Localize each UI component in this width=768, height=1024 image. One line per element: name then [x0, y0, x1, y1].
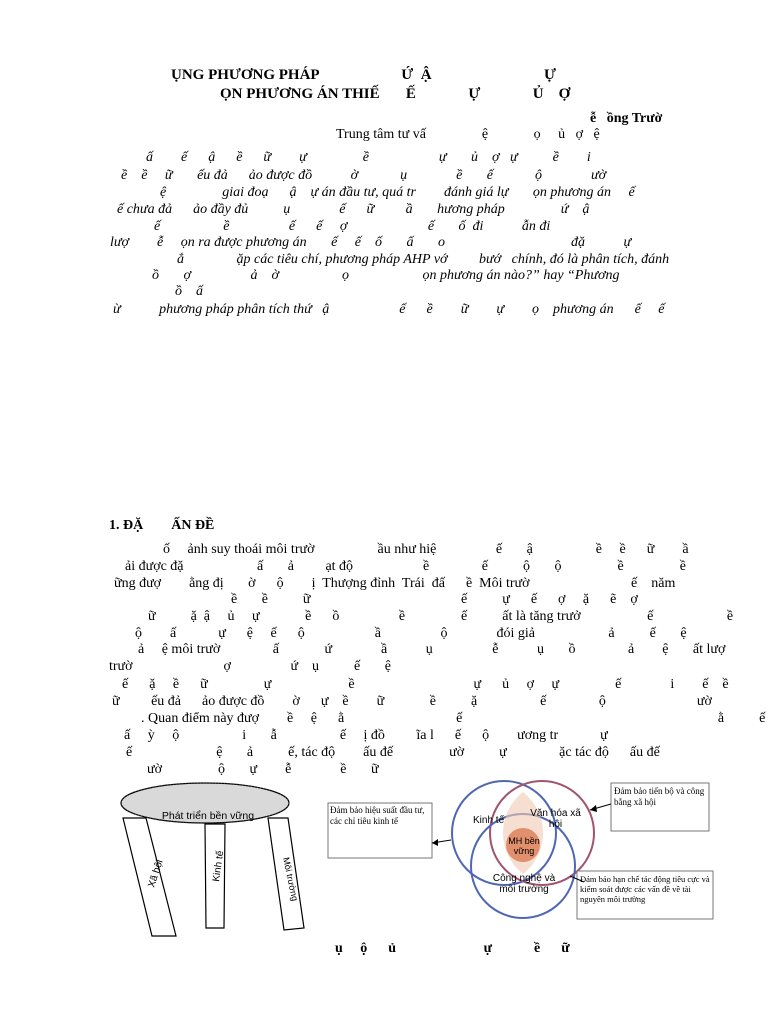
author-name: ễ ồng Trườ [590, 111, 663, 126]
body-line: ữ ặ ậ ủ ự ề ồ ề ế ất là tăng trưở ế ề [148, 609, 734, 624]
box-social-text: Đảm bảo tiến bộ và công bằng xã hội [614, 786, 705, 807]
title-line-2: ỌN PHƯƠNG ÁN THIẾ Ế Ự Ủ Ợ [220, 86, 571, 102]
circle-label-technology: Công nghệ và môi trường [492, 873, 556, 895]
abstract-line: ắ ặp các tiêu chí, phương pháp AHP vớ bướ chính, đó là phân tích, đánh [177, 252, 670, 267]
leg-label-economy: Kinh tế [211, 850, 227, 883]
body-line: . Quan điểm này đượ ề ệ ằ ế ằ ế [141, 711, 766, 726]
body-line: ế ệ ả ế, tác độ ấu đế ườ ự ặc tác độ ấu đế [126, 745, 660, 760]
leg-label-environment: Môi trường [281, 856, 301, 902]
leg-label-social: Xã hội [146, 858, 166, 889]
body-line: ữ ếu đả ảo được đồ ờ ự ề ữ ề ặ ế ộ ườ [112, 694, 712, 709]
title-line-1: ỤNG PHƯƠNG PHÁP Ứ Ậ Ự [171, 67, 556, 83]
section-heading: 1. ĐẶ ẤN ĐỀ [109, 518, 215, 533]
leg-environment [268, 818, 304, 930]
figure-caption: ụ ộ ủ ự ề ữ [335, 941, 570, 956]
body-line: trườ ợ ứ ụ ế ệ [109, 659, 391, 674]
abstract-line: ừ phương pháp phân tích thứ ậ ế ề ữ ự ọ phương án ế ế [113, 302, 665, 317]
stool-label: Phát triển bền vững [161, 810, 255, 822]
sustainable-development-diagram [118, 778, 718, 938]
body-line: ải được đặ ấ ả ạt độ ề ế ộ ộ ề ề [125, 559, 686, 574]
body-line: ố ảnh suy thoái môi trườ ầu như hiệ ế ậ ề ề ữ ầ [163, 542, 689, 557]
abstract-line: ế chưa đả ảo đầy đủ ụ ế ữ ầ hương pháp ứ ậ [117, 202, 590, 217]
venn-diagram [452, 781, 594, 918]
leg-social [123, 818, 176, 936]
abstract-line: ồ ợ ả ờ ọ ọn phương án nào?” hay “Phương [152, 268, 620, 283]
abstract-line: ồ ấ [175, 284, 203, 299]
abstract-line: lượ ễ ọn ra được phương án ế ế ố ấ o đặ ự [110, 235, 632, 250]
abstract-line: ề ề ữ ếu đả ảo được đồ ờ ụ ề ế ộ ườ [121, 168, 607, 183]
body-line: ế ặ ề ữ ự ề ự ủ ợ ự ế i ế ề [122, 677, 729, 692]
body-line: ườ ộ ự ễ ề ữ [147, 762, 379, 777]
body-line: ộ ấ ự ệ ế ộ ầ ộ đói giả ả ế ệ [135, 626, 687, 641]
abstract-line: ệ giai đoạ ậ ự án đầu tư, quá tr đánh giá lự ọn phương án ế [160, 185, 635, 200]
author-affiliation: Trung tâm tư vấ ệ ọ ủ ợ ệ [336, 127, 600, 142]
body-line: ả ệ môi trườ ấ ứ ầ ụ ễ ụ ồ ả ệ ất lượ [138, 642, 726, 657]
leg-economy [205, 824, 226, 928]
abstract-line: ấ ế ậ ề ữ ự ề ự ủ ợ ự ề i [146, 150, 591, 165]
circle-label-culture: Văn hóa xã hội [530, 808, 581, 830]
abstract-line: ế ề ế ế ợ ế ố đi ẫn đi [154, 219, 551, 234]
stool-illustration [121, 783, 304, 936]
body-line: ững đượ ằng đị ờ ộ ị Thượng đỉnh Trái đấ ề Môi trườ ế năm [114, 576, 676, 591]
circle-label-economy: Kinh tế [473, 815, 505, 826]
box-environment-text: Đảm bảo hạn chế tác động tiêu cực và kiểm soát được các vấn đề về tài nguyên môi trường [580, 874, 710, 904]
center-label: MH bền vững [508, 836, 540, 856]
box-economic-text: Đảm bảo hiệu suất đầu tư, các chỉ tiêu kinh tế [330, 805, 425, 826]
body-line: ề ề ữ ế ự ế ợ ặ ẽ ợ [231, 592, 638, 607]
body-line: ấ ỳ ộ i ẫ ế ị đồ ĩa l ế ộ ương tr ự [124, 728, 608, 743]
